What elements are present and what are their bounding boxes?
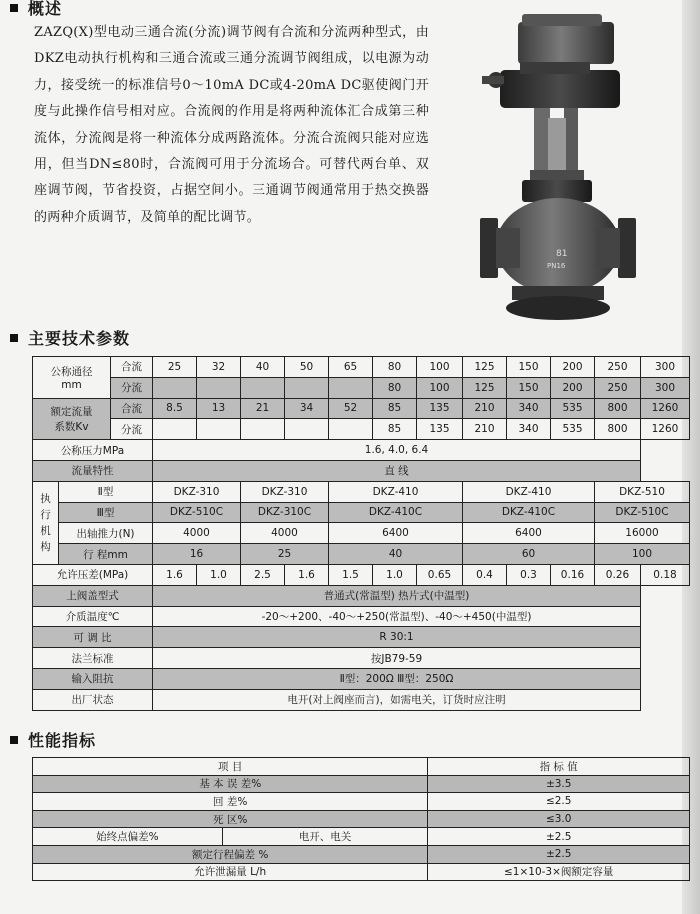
performance-table [32,757,690,881]
table-row: 基 本 误 差% ±3.5 [33,775,690,793]
table-row: 允许压差(MPa) 1.6 1.0 2.5 1.6 1.5 1.0 0.65 0.4 0.3 0.16 0.26 0.18 [33,564,690,585]
table-row: 回 差% ≤2.5 [33,793,690,811]
valve-body-mark-1: 81 [556,249,568,259]
table-row: 分流 80 100 125 150 200 250 300 [33,377,690,398]
performance-title: 性能指标 [28,731,97,750]
table-row: 行 程mm 16 25 40 60 100 [33,544,690,565]
valve-illustration [460,6,660,324]
specs-title: 主要技术参数 [28,329,131,348]
table-row: 公称压力MPa 1.6, 4.0, 6.4 [33,440,690,461]
table-row: 执行机构 Ⅱ型 DKZ-310 DKZ-310 DKZ-410 DKZ-410 DKZ-510 [33,481,690,502]
table-row: 公称通径 mm 合流 25 32 40 50 65 80 100 125 150 200 250 300 [33,357,690,378]
spec-table [32,356,690,711]
table-row: 额定行程偏差 % ±2.5 [33,845,690,863]
table-row: 始终点偏差% 电开、电关 ±2.5 [33,828,690,846]
table-row: 介质温度℃ -20～+200、-40～+250(常温型)、-40～+450(中温型) [33,606,690,627]
table-row: 输入阻抗 Ⅱ型：200Ω Ⅲ型：250Ω [33,668,690,689]
table-row: 法兰标准 按JB79-59 [33,648,690,669]
table-row: 分流 85 135 210 340 535 800 1260 [33,419,690,440]
performance-heading [10,728,96,751]
table-row: 出厂状态 电开(对上阀座而言)，如需电关，订货时应注明 [33,689,690,710]
table-row: 额定流量 系数Kv 合流 8.5 13 21 34 52 85 135 210 340 535 800 1260 [33,398,690,419]
overview-text: ZAZQ(X)型电动三通合流(分流)调节阀有合流和分流两种型式，由DKZ电动执行机构和三通合流或三通分流调节阀组成，以电源为动力，接受统一的标准信号0～10mA DC或4-20mA DC驱使阀门开度与此操作信号相对应。合流阀的作用是将两种流体汇合成第三种流体，分流阀是将一种流体分成两路流体。分流合流阀只能对应选用，但当DN≤80时，合流阀可用于分流场合。可替代两台单、双座调节阀，节省投资，占据空间小。三通调节阀通常用于热交换器的两种介质调节，及简单的配比调节。 [34,25,429,225]
overview-title: 概述 [28,0,63,18]
table-row: 流量特性 直 线 [33,460,690,481]
square-bullet-icon [10,4,18,12]
table-row: 可 调 比 R 30:1 [33,627,690,648]
table-header-row: 项 目 指 标 值 [33,758,690,776]
square-bullet-icon [10,334,18,342]
table-row: 允许泄漏量 L/h ≤1×10-3×阀额定容量 [33,863,690,881]
table-row: 上阀盖型式 普通式(常温型) 热片式(中温型) [33,585,690,606]
overview-heading [10,0,62,19]
square-bullet-icon [10,736,18,744]
table-row: 死 区% ≤3.0 [33,810,690,828]
valve-body-mark-2: PN16 [547,262,566,270]
specs-heading [10,326,130,349]
table-row: Ⅲ型 DKZ-510C DKZ-310C DKZ-410C DKZ-410C DKZ-510C [33,502,690,523]
table-row: 出轴推力(N) 4000 4000 6400 6400 16000 [33,523,690,544]
